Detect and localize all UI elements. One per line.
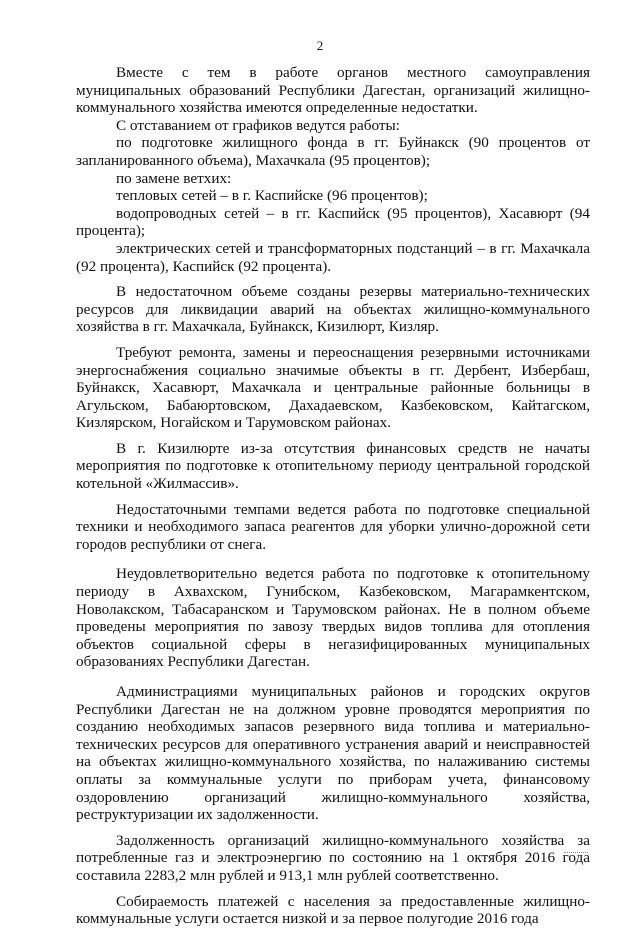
paragraph: Требуют ремонта, замены и переоснащения резервными источниками энергоснабжения социально значимые объекты в гг. Дербент, Избербаш, Буйнакск, Хасавюрт, Махачкала и центральные районные больницы в Агульском, Бабаюртовском, Дахадаевском, Казбековском, Кайтагском, Кизлярском, Ногайском и Тарумовском районах.	[76, 343, 590, 432]
paragraph: Недостаточными темпами ведется работа по подготовке специальной техники и необходимого запаса реагентов для уборки улично-дорожной сети городов республики от снега.	[76, 500, 590, 553]
paragraph: С отставанием от графиков ведутся работы:	[116, 116, 400, 134]
paragraph: водопроводных сетей – в гг. Каспийск (95 процентов), Хасавюрт (94 процента);	[76, 204, 590, 240]
paragraph: Задолженность организаций жилищно-коммунального хозяйства за потребленные газ и электроэнергию по состоянию на 1 октября 2016 года составила 2283,2 млн рублей и 913,1 млн рублей соответственно.	[76, 831, 590, 884]
scan-mark	[564, 852, 588, 857]
paragraph: Неудовлетворительно ведется работа по подготовке к отопительному периоду в Ахвахском, Гунибском, Казбековском, Магарамкентском, Новолакском, Табасаранском и Тарумовском районах. Не в полном объеме проведены мероприятия по завозу твердых видов топлива для отопления объектов социальной сферы в негазифицированных муниципальных образованиях Республики Дагестан.	[76, 565, 590, 671]
paragraph: Администрациями муниципальных районов и городских округов Республики Дагестан не на должном уровне проводятся мероприятия по созданию необходимых запасов резервного вида топлива и материально-технических ресурсов для оперативного устранения аварий и неисправностей на объектах жилищно-коммунального хозяйства, по налаживанию системы оплаты за коммунальные услуги по приборам учета, финансовому оздоровлению организаций жилищно-коммунального хозяйства, реструктуризации их задолженности.	[76, 683, 590, 824]
body-text	[76, 64, 590, 928]
paragraph: В г. Кизилюрте из-за отсутствия финансовых средств не начаты мероприятия по подготовке к отопительному периоду центральной городской котельной «Жилмассив».	[76, 439, 590, 493]
paragraph: В недостаточном объеме созданы резервы материально-технических ресурсов для ликвидации аварий на объектах жилищно-коммунального хозяйства в гг. Махачкала, Буйнакск, Кизилюрт, Кизляр.	[76, 283, 590, 336]
paragraph: Вместе с тем в работе органов местного самоуправления муниципальных образований Республики Дагестан, организаций жилищно-коммунального хозяйства имеются определенные недостатки.	[76, 64, 590, 117]
paragraph: Собираемость платежей с населения за предоставленные жилищно-коммунальные услуги остается низкой и за первое полугодие 2016 года	[76, 892, 590, 928]
paragraph: тепловых сетей – в г. Каспийске (96 процентов);	[116, 187, 428, 205]
paragraph: электрических сетей и трансформаторных подстанций – в гг. Махачкала (92 процента), Каспийск (92 процента).	[76, 239, 590, 275]
page-number: 2	[316, 38, 324, 53]
paragraph: по подготовке жилищного фонда в гг. Буйнакск (90 процентов от запланированного объема), Махачкала (95 процентов);	[76, 134, 590, 169]
paragraph: по замене ветхих:	[116, 169, 232, 187]
